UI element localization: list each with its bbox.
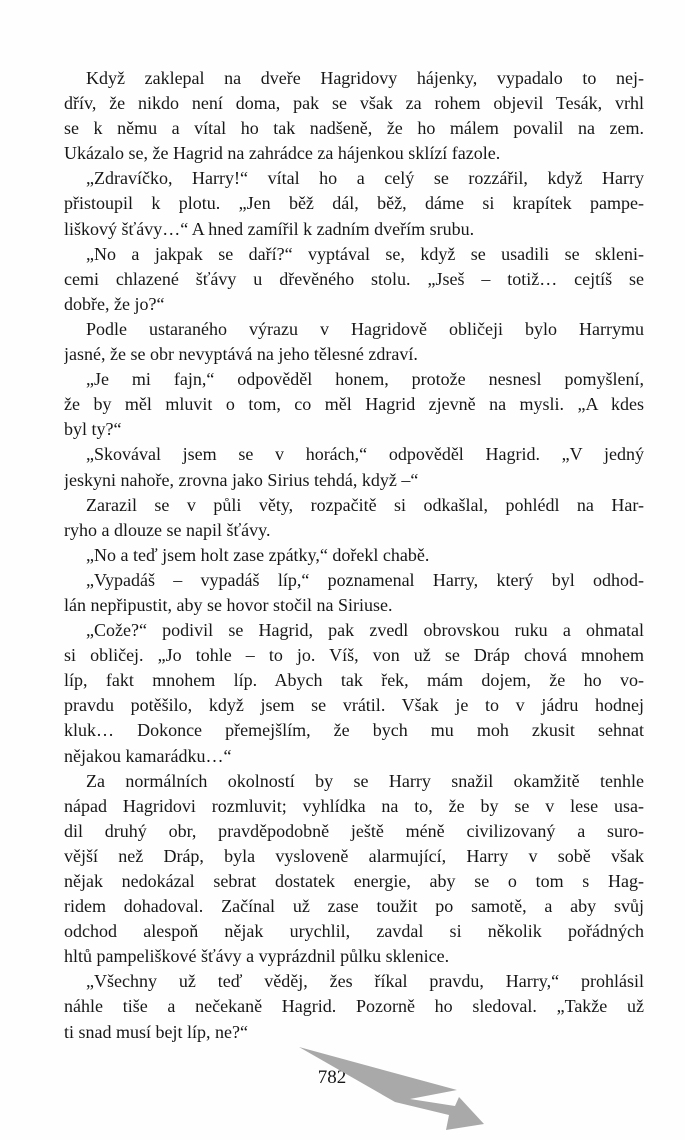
text-line: že by měl mluvit o tom, co měl Hagrid zjevně na mysli. „A kdes: [64, 394, 644, 415]
text-line: se k němu a vítal ho tak nadšeně, že ho málem povalil na zem.: [64, 118, 644, 139]
paragraph: [64, 242, 644, 317]
text-line: vější než Dráp, byla vysloveně alarmující, Harry v sobě však: [64, 845, 644, 866]
text-line: náhle tiše a nečekaně Hagrid. Pozorně ho sledoval. „Takže už: [64, 996, 644, 1017]
text-line: „Cože?“ podivil se Hagrid, pak zvedl obrovskou ruku a ohmatal: [86, 620, 644, 641]
text-line: lán nepřipustit, aby se hovor stočil na Siriuse.: [64, 594, 393, 615]
text-line: cemi chlazené šťávy u dřevěného stolu. „Jseš – totiž… cejtíš se: [64, 268, 644, 289]
text-block: [64, 66, 644, 1045]
lightning-bolt-shape: [299, 1047, 484, 1130]
text-line: přistoupil k plotu. „Jen běž dál, běž, dáme si krapítek pampe-: [64, 193, 644, 214]
text-line: „Skovával jsem se v horách,“ odpověděl Hagrid. „V jedný: [86, 444, 644, 465]
text-line: Za normálních okolností by se Harry snažil okamžitě tenhle: [86, 770, 644, 791]
paragraph: [64, 568, 644, 618]
text-line: pravdu potěšilo, když jsem se vrátil. Však je to v jádru hodnej: [64, 695, 644, 716]
text-line: hltů pampeliškové šťávy a vyprázdnil půlku sklenice.: [64, 946, 450, 967]
text-line: „No a jakpak se daří?“ vyptával se, když se usadili se skleni-: [86, 243, 644, 264]
text-line: liškový šťávy…“ A hned zamířil k zadním dveřím srubu.: [64, 218, 475, 239]
text-line: „Všechny už teď věděj, žes říkal pravdu, Harry,“ prohlásil: [86, 971, 644, 992]
text-line: nějak nedokázal sebrat dostatek energie, aby se o tom s Hag-: [64, 871, 644, 891]
paragraph: [64, 442, 644, 492]
paragraph: [64, 367, 644, 442]
paragraph: [64, 543, 644, 568]
paragraph: [64, 166, 644, 241]
paragraph: [64, 618, 644, 769]
text-line: jasné, že se obr nevyptává na jeho tělesné zdraví.: [64, 344, 418, 365]
text-line: „Zdravíčko, Harry!“ vítal ho a celý se rozzářil, když Harry: [86, 168, 644, 189]
text-line: „No a teď jsem holt zase zpátky,“ dořekl chabě.: [86, 544, 430, 565]
text-line: dil druhý obr, pravděpodobně ještě méně civilizovaný a suro-: [64, 820, 644, 841]
text-line: jeskyni nahoře, zrovna jako Sirius tehdá, když –“: [64, 469, 419, 490]
page-number: 782: [317, 1067, 347, 1088]
paragraph: [64, 66, 644, 166]
text-line: nápad Hagridovi rozmluvit; vyhlídka na to, že by se v lese usa-: [64, 795, 644, 816]
paragraph: [64, 493, 644, 543]
text-line: Ukázalo se, že Hagrid na zahrádce za hájenkou sklízí fazole.: [64, 143, 501, 164]
lightning-bolt-icon: [297, 1044, 489, 1134]
text-line: odchod alespoň nějak urychlil, zavdal si několik pořádných: [64, 921, 644, 942]
paragraph: [64, 969, 644, 1044]
text-line: kluk… Dokonce přemejšlím, že bych mu moh zkusit sehnat: [64, 720, 644, 741]
text-line: Zarazil se v půli věty, rozpačitě si odkašlal, pohlédl na Har-: [86, 494, 644, 515]
text-line: líp, fakt mnohem líp. Abych tak řek, mám dojem, že ho vo-: [64, 670, 644, 691]
text-line: nějakou kamarádku…“: [64, 745, 232, 766]
text-line: si obličej. „Jo tohle – to jo. Víš, von už se Dráp chová mnohem: [64, 645, 644, 666]
text-line: dobře, že jo?“: [64, 293, 165, 314]
text-line: ridem dohadoval. Začínal už zase toužit po samotě, a aby svůj: [64, 896, 644, 917]
text-line: Když zaklepal na dveře Hagridovy hájenky, vypadalo to nej-: [86, 68, 644, 88]
text-line: „Je mi fajn,“ odpověděl honem, protože nesnesl pomyšlení,: [86, 369, 644, 390]
text-line: dřív, že nikdo není doma, pak se však za rohem objevil Tesák, vrhl: [64, 93, 644, 114]
paragraph: [64, 317, 644, 367]
text-line: Podle ustaraného výrazu v Hagridově obličeji bylo Harrymu: [86, 318, 644, 339]
text-line: byl ty?“: [64, 419, 122, 440]
paragraph: [64, 769, 644, 970]
text-line: ti snad musí bejt líp, ne?“: [64, 1021, 248, 1042]
text-line: „Vypadáš – vypadáš líp,“ poznamenal Harry, který byl odhod-: [86, 569, 644, 590]
text-line: ryho a dlouze se napil šťávy.: [64, 519, 271, 540]
